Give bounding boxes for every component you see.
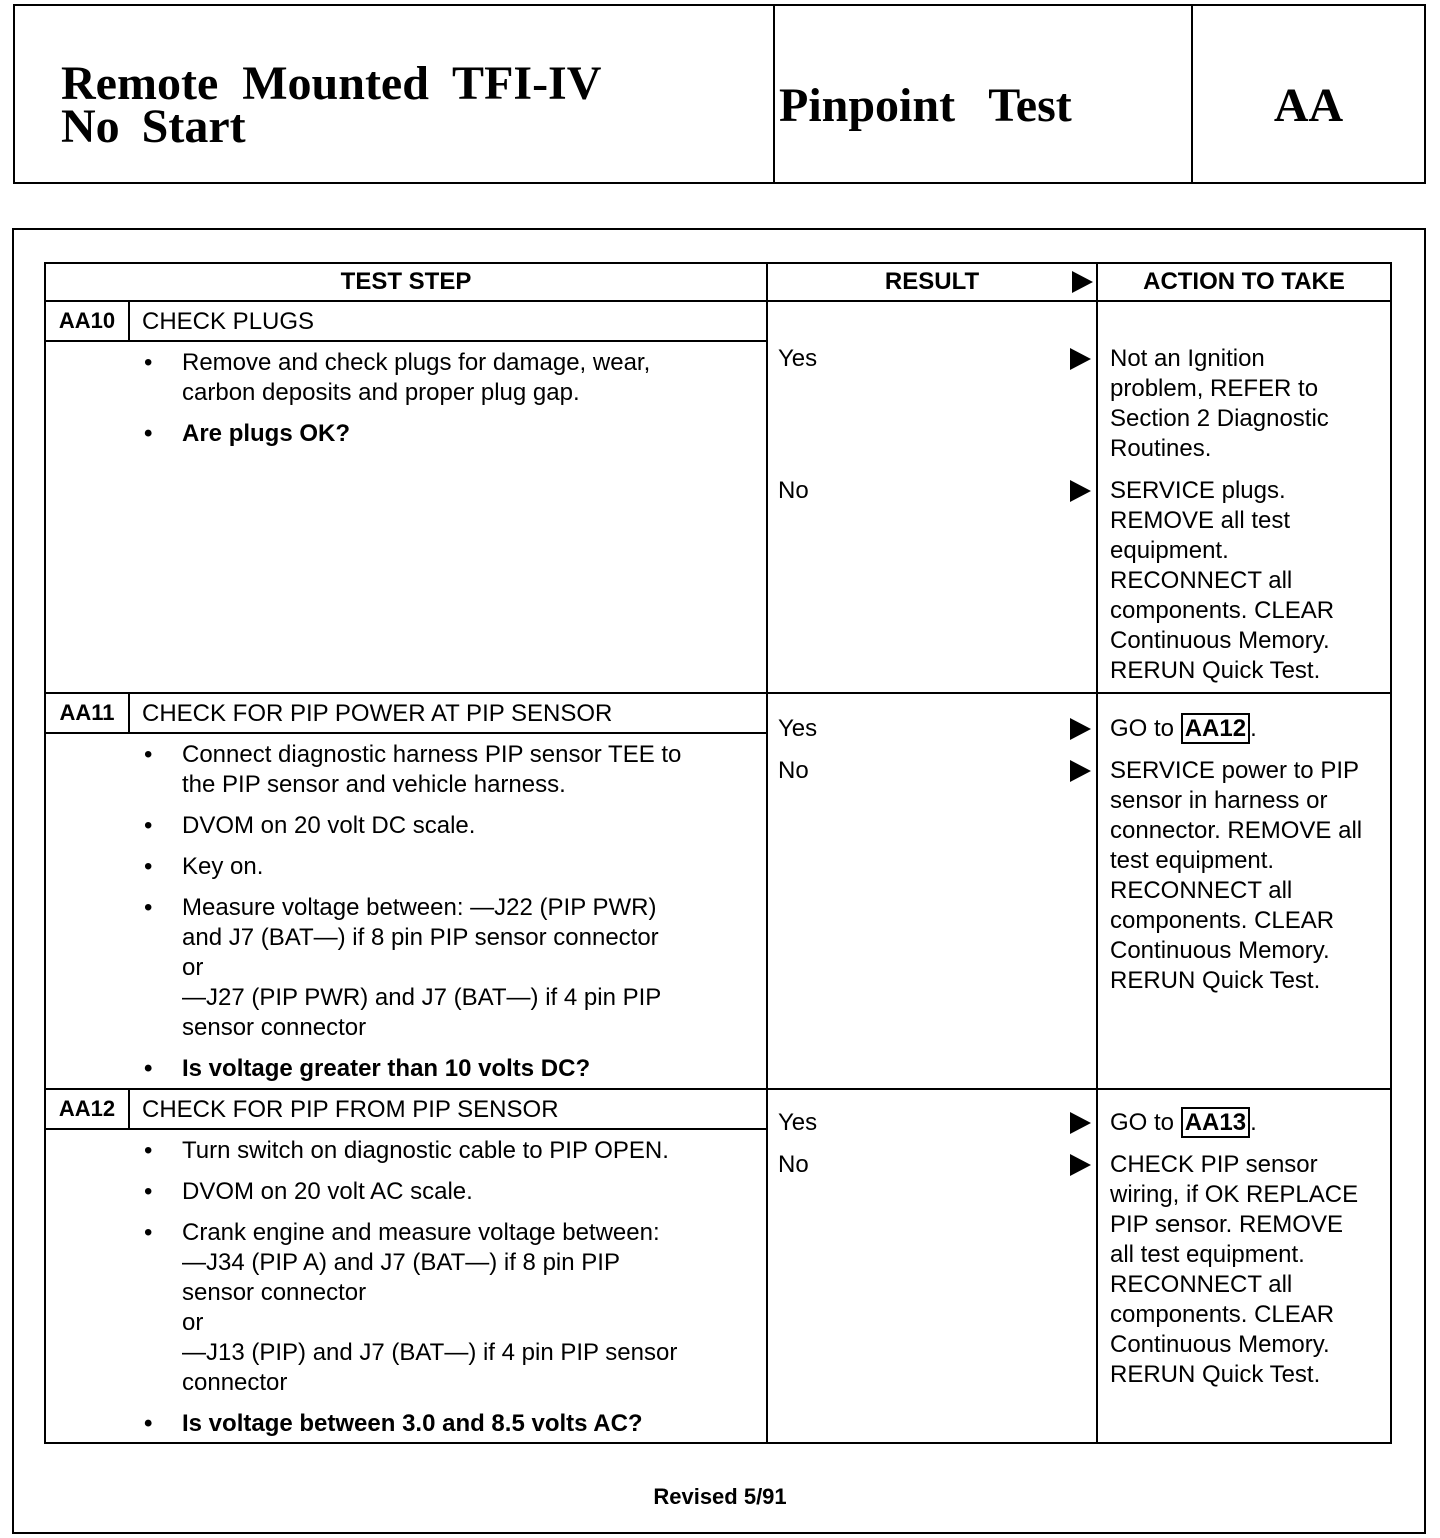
instruction-item: [142, 893, 758, 1043]
test-step-instructions: [142, 348, 758, 460]
action-line: RERUN Quick Test.: [1110, 657, 1321, 684]
result-label-no: No: [778, 1151, 809, 1178]
instruction-line: • Is voltage between 3.0 and 8.5 volts AC?: [182, 1410, 643, 1437]
action-line: Continuous Memory.: [1110, 627, 1330, 654]
test-step-block: [44, 1090, 1392, 1444]
result-label-yes: Yes: [778, 715, 818, 742]
instruction-item: [142, 1218, 758, 1398]
instruction-line: • Remove and check plugs for damage, wear,: [182, 349, 651, 376]
goto-line: [1110, 1108, 1388, 1138]
action-line: connector. REMOVE all: [1110, 817, 1363, 844]
header-test-type-cell: [775, 6, 1193, 182]
action-line: SERVICE plugs.: [1110, 477, 1286, 504]
action-line: REMOVE all test: [1110, 507, 1291, 534]
instruction-line: —J27 (PIP PWR) and J7 (BAT—) if 4 pin PIP: [182, 984, 662, 1011]
goto-prefix: GO to: [1110, 715, 1175, 742]
test-step-title: CHECK PLUGS: [142, 308, 315, 335]
test-step-instructions: [142, 740, 758, 1095]
action-text-no: [1110, 1150, 1388, 1390]
action-line: Routines.: [1110, 435, 1212, 462]
instruction-item: [142, 348, 758, 408]
instruction-item: [142, 1136, 758, 1166]
result-label-no: No: [778, 477, 809, 504]
instruction-item: [142, 811, 758, 841]
instruction-item: [142, 852, 758, 882]
action-line: equipment.: [1110, 537, 1229, 564]
instruction-line: —J13 (PIP) and J7 (BAT—) if 4 pin PIP sensor: [182, 1339, 678, 1366]
action-line: Continuous Memory.: [1110, 937, 1330, 964]
action-line: all test equipment.: [1110, 1241, 1305, 1268]
instruction-item: [142, 1177, 758, 1207]
instruction-line: • Measure voltage between: —J22 (PIP PWR): [182, 894, 657, 921]
goto-suffix: .: [1250, 1109, 1257, 1136]
test-step-cell: [44, 1090, 768, 1444]
test-step-instructions: [142, 1136, 758, 1450]
action-text-no: [1110, 476, 1388, 686]
action-line: RERUN Quick Test.: [1110, 967, 1321, 994]
action-text-yes: [1110, 344, 1388, 464]
revision-footer: Revised 5/91: [653, 1484, 787, 1509]
column-header-action: ACTION TO TAKE: [1096, 262, 1392, 302]
test-step-title: CHECK FOR PIP FROM PIP SENSOR: [142, 1096, 559, 1123]
pinpoint-test-table: [44, 262, 1392, 1444]
goto-step-reference[interactable]: AA13: [1181, 1107, 1250, 1138]
result-label-yes: Yes: [778, 1109, 818, 1136]
right-triangle-arrow-icon: [1068, 347, 1092, 371]
column-header-test-step: TEST STEP: [44, 262, 768, 302]
instruction-line: —J34 (PIP A) and J7 (BAT—) if 8 pin PIP: [182, 1249, 620, 1276]
action-cell: [1096, 302, 1392, 694]
page-header: [13, 4, 1426, 184]
test-step-header: [46, 302, 766, 342]
action-line: Continuous Memory.: [1110, 1331, 1330, 1358]
test-step-title: CHECK FOR PIP POWER AT PIP SENSOR: [142, 700, 613, 727]
test-step-id: AA11: [46, 694, 130, 732]
instruction-line: connector: [182, 1369, 288, 1396]
instruction-line: • Turn switch on diagnostic cable to PIP OPEN.: [182, 1137, 669, 1164]
test-step-header: [46, 694, 766, 734]
test-step-question: [142, 1054, 758, 1084]
action-line: CHECK PIP sensor: [1110, 1151, 1318, 1178]
action-text-yes: [1110, 714, 1388, 744]
instruction-line: carbon deposits and proper plug gap.: [182, 379, 580, 406]
header-title-line1: Remote Mounted TFI-IV: [61, 57, 602, 110]
instruction-line: • DVOM on 20 volt DC scale.: [182, 812, 476, 839]
header-title-cell: [15, 6, 775, 182]
header-title-line2: No Start: [61, 100, 246, 153]
right-triangle-arrow-icon: [1068, 717, 1092, 741]
goto-suffix: .: [1250, 715, 1257, 742]
right-triangle-arrow-icon: [1070, 270, 1094, 294]
action-text-yes: [1110, 1108, 1388, 1138]
test-step-id: AA10: [46, 302, 130, 340]
goto-line: [1110, 714, 1388, 744]
result-cell: [766, 694, 1098, 1090]
action-line: problem, REFER to: [1110, 375, 1319, 402]
instruction-line: • DVOM on 20 volt AC scale.: [182, 1178, 473, 1205]
test-step-cell: [44, 694, 768, 1090]
instruction-line: • Connect diagnostic harness PIP sensor TEE to: [182, 741, 682, 768]
right-triangle-arrow-icon: [1068, 1153, 1092, 1177]
goto-prefix: GO to: [1110, 1109, 1175, 1136]
test-step-cell: [44, 302, 768, 694]
test-step-question: [142, 1409, 758, 1439]
action-line: components. CLEAR: [1110, 1301, 1335, 1328]
action-line: Not an Ignition: [1110, 345, 1265, 372]
right-triangle-arrow-icon: [1068, 759, 1092, 783]
action-line: components. CLEAR: [1110, 597, 1335, 624]
result-cell: [766, 1090, 1098, 1444]
header-test-code: AA: [1273, 79, 1344, 132]
right-triangle-arrow-icon: [1068, 479, 1092, 503]
action-cell: [1096, 694, 1392, 1090]
instruction-line: • Crank engine and measure voltage between:: [182, 1219, 660, 1246]
test-step-question: [142, 419, 758, 449]
instruction-line: or: [182, 1309, 204, 1336]
action-line: sensor in harness or: [1110, 787, 1328, 814]
action-text-no: [1110, 756, 1388, 996]
instruction-line: • Is voltage greater than 10 volts DC?: [182, 1055, 591, 1082]
result-label-no: No: [778, 757, 809, 784]
test-step-block: [44, 694, 1392, 1090]
test-step-id: AA12: [46, 1090, 130, 1128]
action-line: RECONNECT all: [1110, 567, 1293, 594]
action-line: RERUN Quick Test.: [1110, 1361, 1321, 1388]
column-header-result: [766, 262, 1098, 302]
result-label-yes: Yes: [778, 345, 818, 372]
column-header-result-label: RESULT: [884, 268, 980, 295]
result-cell: [766, 302, 1098, 694]
instruction-line: and J7 (BAT—) if 8 pin PIP sensor connector: [182, 924, 659, 951]
instruction-line: • Are plugs OK?: [182, 420, 351, 447]
instruction-item: [142, 740, 758, 800]
instruction-line: or: [182, 954, 204, 981]
action-cell: [1096, 1090, 1392, 1444]
test-step-block: [44, 302, 1392, 694]
action-line: PIP sensor. REMOVE: [1110, 1211, 1343, 1238]
instruction-line: sensor connector: [182, 1279, 367, 1306]
header-test-code-cell: [1193, 6, 1424, 182]
goto-step-reference[interactable]: AA12: [1181, 713, 1250, 744]
action-line: RECONNECT all: [1110, 1271, 1293, 1298]
instruction-line: sensor connector: [182, 1014, 367, 1041]
action-line: test equipment.: [1110, 847, 1275, 874]
action-line: wiring, if OK REPLACE: [1110, 1181, 1359, 1208]
instruction-line: • Key on.: [182, 853, 264, 880]
action-line: Section 2 Diagnostic: [1110, 405, 1329, 432]
test-step-header: [46, 1090, 766, 1130]
right-triangle-arrow-icon: [1068, 1111, 1092, 1135]
action-line: SERVICE power to PIP: [1110, 757, 1359, 784]
action-line: RECONNECT all: [1110, 877, 1293, 904]
header-test-type: Pinpoint Test: [779, 79, 1072, 132]
instruction-line: the PIP sensor and vehicle harness.: [182, 771, 566, 798]
action-line: components. CLEAR: [1110, 907, 1335, 934]
